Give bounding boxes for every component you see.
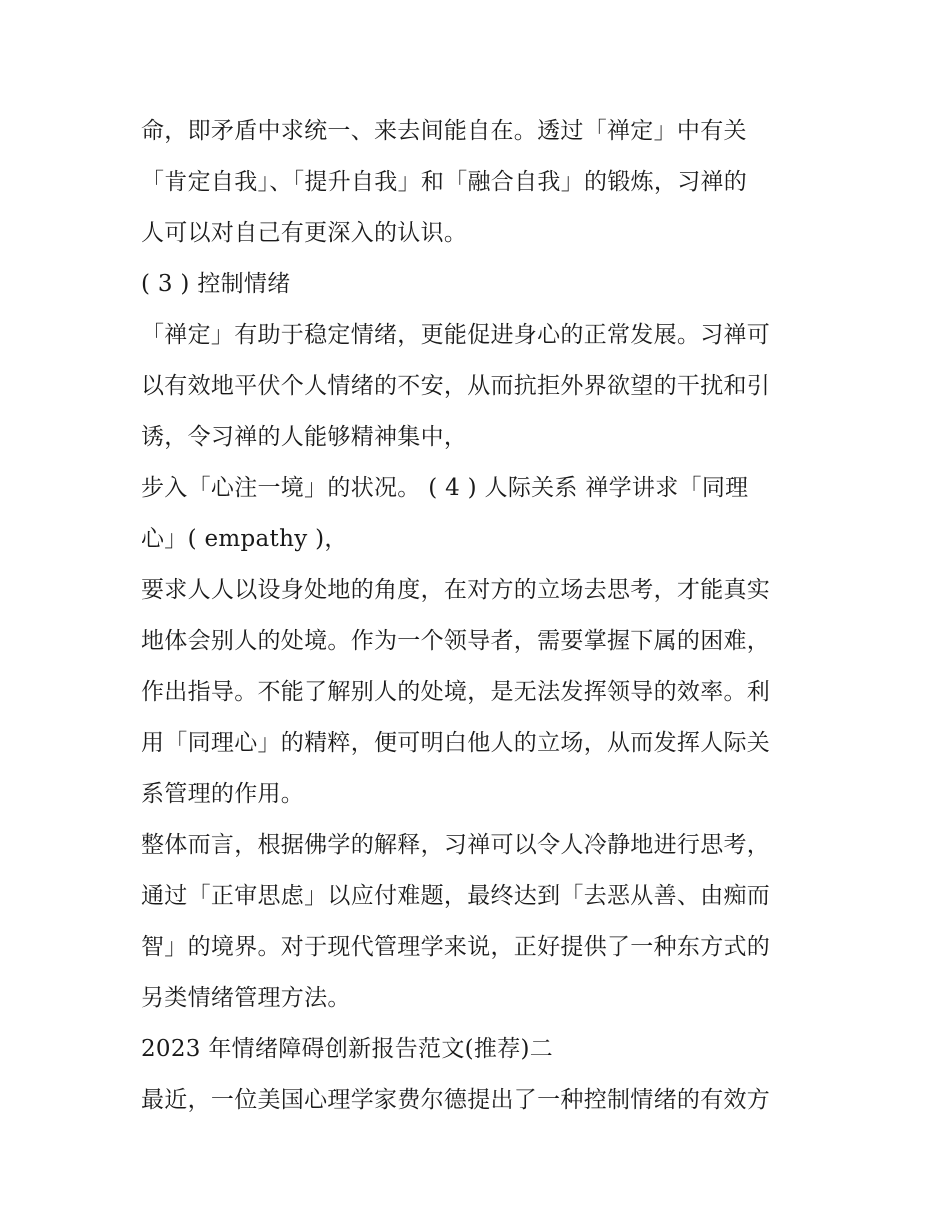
- text-line: 命，即矛盾中求统一、来去间能自在。透过「禅定」中有关: [141, 118, 747, 144]
- report-title-heading: 2023 年情绪障碍创新报告范文(推荐)二: [141, 1036, 554, 1062]
- text-line: 整体而言，根据佛学的解释，习禅可以令人冷静地进行思考，: [141, 832, 771, 858]
- text-line: 人可以对自己有更深入的认识。: [141, 220, 468, 246]
- text-line: 通过「正审思虑」以应付难题，最终达到「去恶从善、由痴而: [141, 883, 771, 909]
- text-line: 要求人人以设身处地的角度，在对方的立场去思考，才能真实: [141, 577, 771, 603]
- text-line: 「肯定自我」、「提升自我」和「融合自我」的锻炼，习禅的: [141, 169, 748, 195]
- text-line: 另类情绪管理方法。: [141, 985, 351, 1011]
- text-line: 以有效地平伏个人情绪的不安，从而抗拒外界欲望的干扰和引: [141, 373, 771, 399]
- text-line: 系管理的作用。: [141, 781, 305, 807]
- text-line: 心」( empathy )，: [141, 526, 348, 552]
- document-body: [141, 106, 821, 1126]
- text-line: 步入「心注一境」的状况。 ( 4 ) 人际关系 禅学讲求「同理: [141, 475, 749, 501]
- text-line: 作出指导。不能了解别人的处境，是无法发挥领导的效率。利: [141, 679, 771, 705]
- text-line: 诱，令习禅的人能够精神集中，: [141, 424, 468, 450]
- text-line: 地体会别人的处境。作为一个领导者，需要掌握下属的困难，: [141, 628, 771, 654]
- text-line: 智」的境界。对于现代管理学来说，正好提供了一种东方式的: [141, 934, 771, 960]
- text-line: 用「同理心」的精粹，便可明白他人的立场，从而发挥人际关: [141, 730, 771, 756]
- text-line: 最近，一位美国心理学家费尔德提出了一种控制情绪的有效方: [141, 1087, 771, 1113]
- section-heading-control-emotions: ( 3 ) 控制情绪: [141, 271, 291, 297]
- text-line: 「禅定」有助于稳定情绪，更能促进身心的正常发展。习禅可: [141, 322, 771, 348]
